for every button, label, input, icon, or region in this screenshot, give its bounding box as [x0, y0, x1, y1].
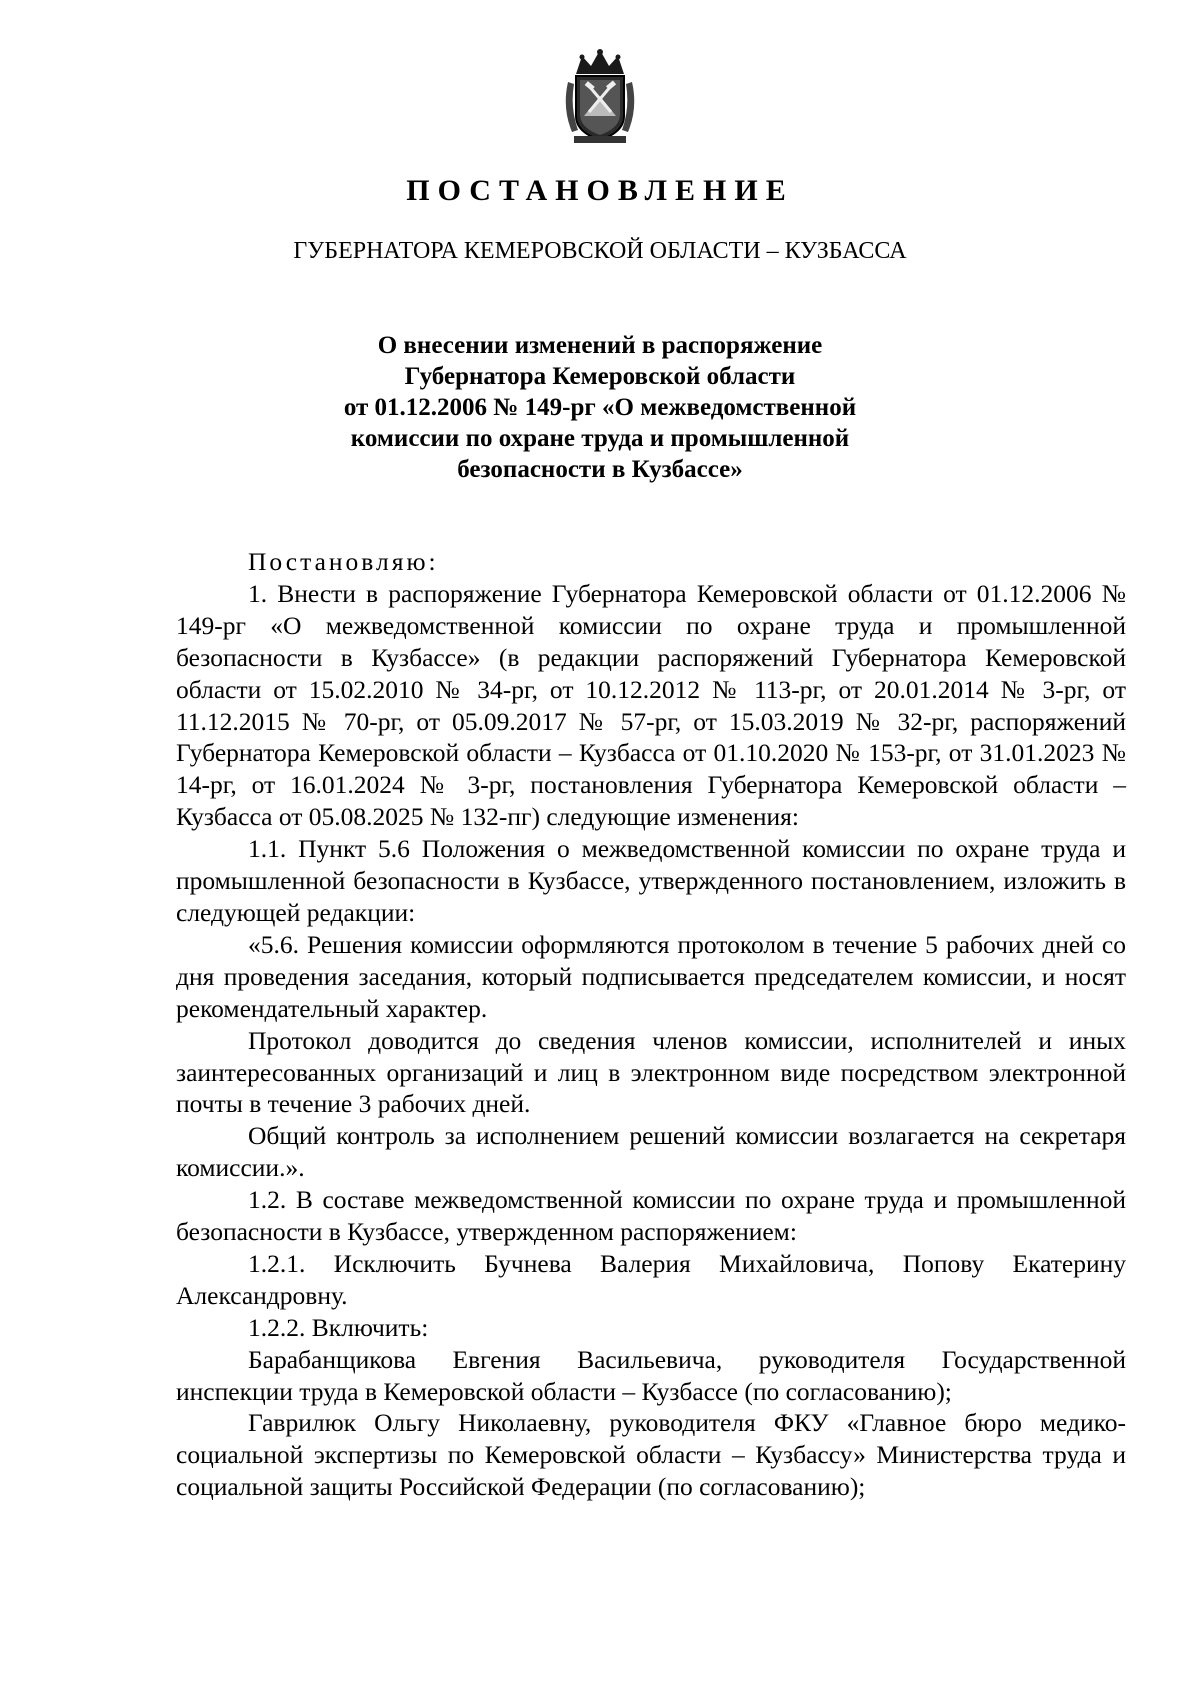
document-type-heading: ПОСТАНОВЛЕНИЕ	[406, 174, 794, 207]
body-paragraph: Общий контроль за исполнением решений комиссии возлагается на секретаря комиссии.».	[176, 1121, 1126, 1183]
title-line: Губернатора Кемеровской области	[404, 363, 796, 390]
issuing-authority: ГУБЕРНАТОРА КЕМЕРОВСКОЙ ОБЛАСТИ – КУЗБАССА	[293, 238, 907, 264]
body-paragraph: 1.2.2. Включить:	[248, 1312, 429, 1342]
body-paragraph: Гаврилюк Ольгу Николаевну, руководителя ФКУ «Главное бюро медико-социальной экспертизы по Кемеровской области – Кузбассу» Министерства труда и социальной защиты Российской Федерации (по согласованию);	[176, 1408, 1126, 1502]
resolution-intro: Постановляю:	[248, 547, 439, 576]
coat-of-arms-icon	[562, 46, 638, 146]
document-title	[270, 330, 930, 485]
title-line: от 01.12.2006 № 149-рг «О межведомственной	[343, 394, 857, 421]
body-paragraph: Протокол доводится до сведения членов комиссии, исполнителей и иных заинтересованных организаций и лиц в электронном виде посредством электронной почты в течение 3 рабочих дней.	[176, 1025, 1126, 1119]
body-paragraph: 1.2.1. Исключить Бучнева Валерия Михайловича, Попову Екатерину Александровну.	[176, 1248, 1126, 1310]
body-paragraph: 1.1. Пункт 5.6 Положения о межведомственной комиссии по охране труда и промышленной безопасности в Кузбассе, утвержденного постановлением, изложить в следующей редакции:	[176, 834, 1126, 927]
body-paragraph: «5.6. Решения комиссии оформляются протоколом в течение 5 рабочих дней со дня проведения заседания, который подписывается председателем комиссии, и носят рекомендательный характер.	[176, 929, 1126, 1023]
title-line: комиссии по охране труда и промышленной	[350, 425, 850, 452]
title-line: О внесении изменений в распоряжение	[377, 332, 823, 359]
body-paragraph: 1. Внести в распоряжение Губернатора Кемеровской области от 01.12.2006 № 149-рг «О межведомственной комиссии по охране труда и промышленной безопасности в Кузбассе» (в редакции распоряжений Губернатора Кемеровской области от 15.02.2010 № 34-рг, от 10.12.2012 № 113-рг, от 20.01.2014 № 3-рг, от 11.12.2015 № 70-рг, от 05.09.2017 № 57-рг, от 15.03.2019 № 32-рг, распоряжений Губернатора Кемеровской области – Кузбасса от 01.10.2020 № 153-рг, от 31.01.2023 № 14-рг, от 16.01.2024 № 3-рг, постановления Губернатора Кемеровской области – Кузбасса от 05.08.2025 № 132-пг) следующие изменения:	[176, 578, 1126, 832]
body-paragraph: 1.2. В составе межведомственной комиссии по охране труда и промышленной безопасности в Кузбассе, утвержденном распоряжением:	[176, 1185, 1126, 1247]
document-body	[176, 546, 1126, 1503]
title-line: безопасности в Кузбассе»	[457, 456, 743, 483]
body-paragraph: Барабанщикова Евгения Васильевича, руководителя Государственной инспекции труда в Кемеровской области – Кузбассе (по согласованию);	[176, 1344, 1126, 1406]
